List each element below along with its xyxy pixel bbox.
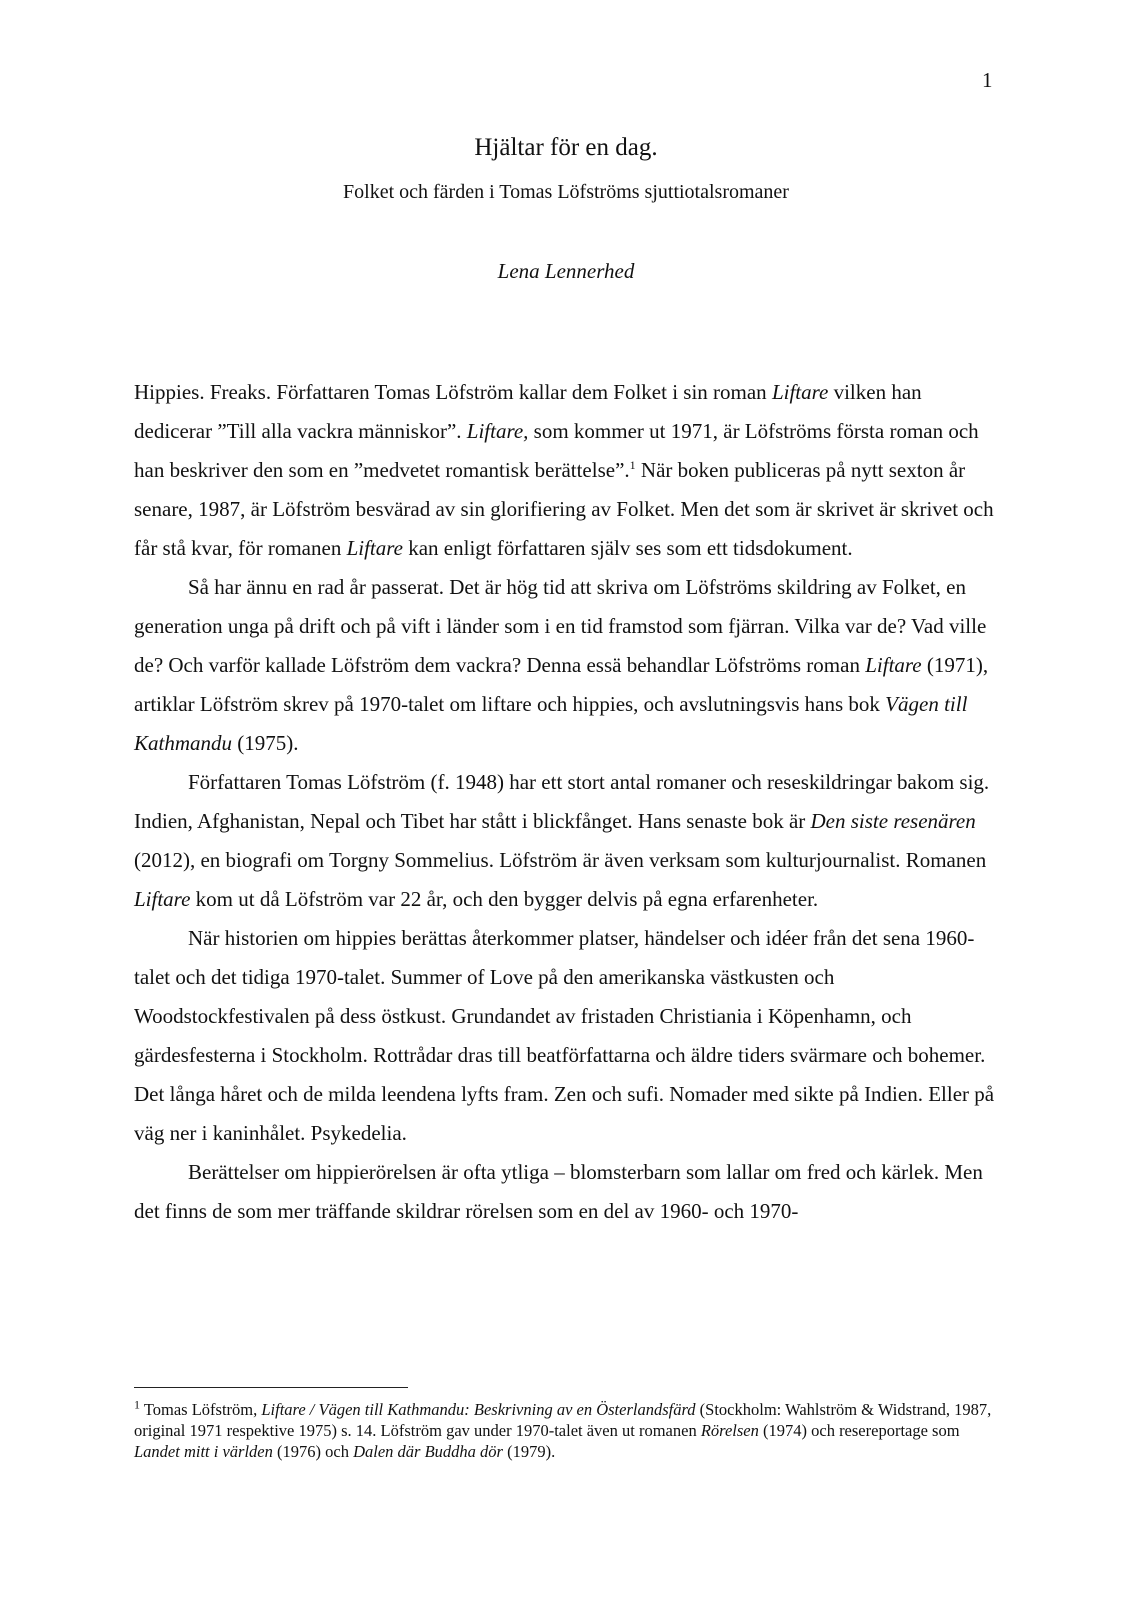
footnote-reference: 1 (629, 458, 636, 472)
footnote-separator (134, 1387, 408, 1388)
essay-subtitle: Folket och färden i Tomas Löfströms sjuttiotalsromaner (343, 181, 789, 203)
paragraph-5: Berättelser om hippierörelsen är ofta ytliga – blomsterbarn som lallar om fred och kärlek. Men det finns de som mer träffande skildrar rörelsen som en del av 1960- och 1970- (134, 1160, 983, 1223)
paragraph-2: Så har ännu en rad år passerat. Det är hög tid att skriva om Löfströms skildring av Folket, en generation unga på drift och på vift i länder som i en tid framstod som fjärran. Vilka var de? Vad ville de? Och varför kallade Löfström dem vackra? Denna essä behandlar Löfströms roman Liftare (1971), artiklar Löfström skrev på 1970-talet om liftare och hippies, och avslutningsvis hans bok Vägen till Kathmandu (1975). (134, 575, 989, 755)
paragraph-4: När historien om hippies berättas återkommer platser, händelser och idéer från det sena 1960-talet och det tidiga 1970-talet. Summer of Love på den amerikanska västkusten och Woodstockfestivalen på dess östkust. Grundandet av fristaden Christiania i Köpenhamn, och gärdesfesterna i Stockholm. Rottrådar dras till beatförfattarna och äldre tiders svärmare och bohemer. Det långa håret och de milda leendena lyfts fram. Zen och sufi. Nomader med sikte på Indien. Eller på väg ner i kaninhålet. Psykedelia. (134, 926, 995, 1145)
paragraph-3: Författaren Tomas Löfström (f. 1948) har ett stort antal romaner och reseskildringar bakom sig. Indien, Afghanistan, Nepal och Tibet har stått i blickfånget. Hans senaste bok är Den siste resenären (2012), en biografi om Torgny Sommelius. Löfström är även verksam som kulturjournalist. Romanen Liftare kom ut då Löfström var 22 år, och den bygger delvis på egna erfarenheter. (134, 770, 990, 911)
page-number: 1 (982, 68, 993, 92)
footnote-number: 1 (134, 1397, 140, 1412)
paragraph-1: Hippies. Freaks. Författaren Tomas Löfström kallar dem Folket i sin roman Liftare vilken han dedicerar ”Till alla vackra människor”. Liftare, som kommer ut 1971, är Löfströms första roman och han beskriver den som en ”medvetet romantisk berättelse”.$^1$ När boken publiceras på nytt sexton år senare, 1987, är Löfström besvärad av sin glorifiering av Folket. Men det som är skrivet är skrivet och får stå kvar, för romanen Liftare kan enligt författaren själv ses som ett tidsdokument. (134, 380, 994, 560)
essay-title: Hjältar för en dag. (474, 134, 658, 161)
footnote: $^1$ Tomas Löfström, Liftare / Vägen till Kathmandu: Beskrivning av en Österlandsfärd (Stockholm: Wahlström & Widstrand, 1987, original 1971 respektive 1975) s. 14. Löfström gav under 1970-talet även ut romanen Rörelsen (1974) och resereportage som Landet mitt i världen (1976) och Dalen där Buddha dör (1979). (134, 1397, 992, 1461)
author-name: Lena Lennerhed (497, 259, 635, 283)
body-text (134, 373, 998, 1231)
